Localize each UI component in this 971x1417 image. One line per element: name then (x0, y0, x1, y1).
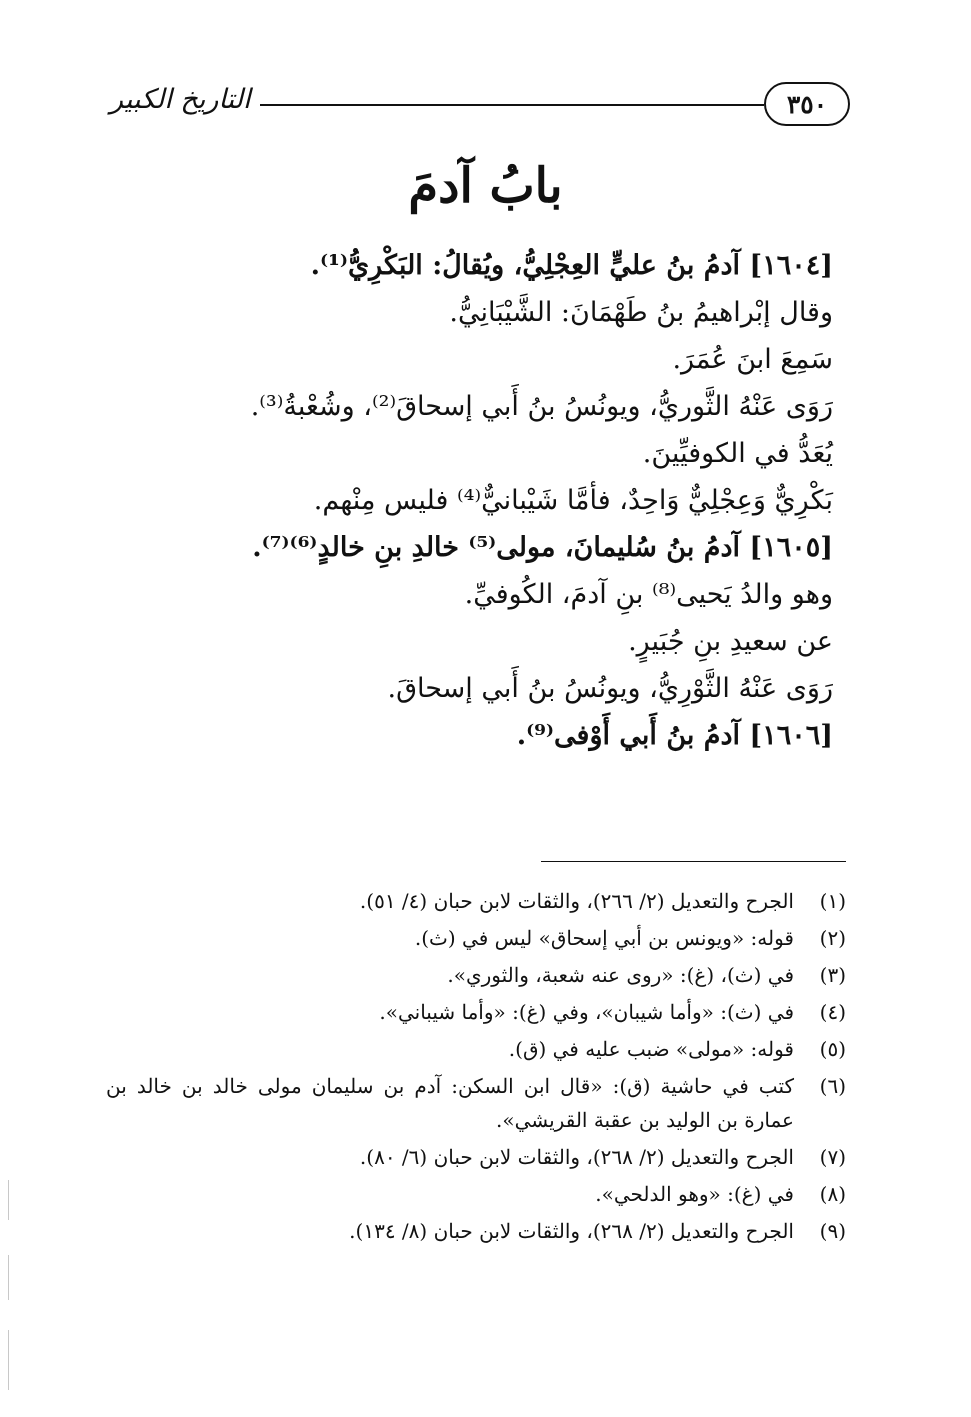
footnote (106, 958, 846, 992)
footnote-text: في (غ): «وهو الدلحي». (595, 1182, 794, 1206)
footnote-text: كتب في حاشية (ق): «قال ابن السكن: آدم بن سليمان مولى خالد بن خالد بن عمارة بن الوليد بن عقبة القريشي». (106, 1074, 794, 1132)
footnote-separator (541, 861, 846, 862)
entry-heading-line: [١٦٠٦] آدمُ بنُ أَبي أَوْفى⁽⁹⁾. (516, 720, 833, 751)
entry-heading-line: [١٦٠٤] آدمُ بنُ عليٍّ العِجْلِيُّ، ويُقالُ: البَكْرِيُّ⁽¹⁾. (310, 250, 833, 281)
footnote (106, 1140, 846, 1174)
page-header (110, 82, 850, 130)
footnote (106, 1032, 846, 1066)
text-line: وقال إبْراهيمُ بنُ طَهْمَانَ: الشَّيْبَانِيُّ. (449, 297, 833, 328)
footnote (106, 995, 846, 1029)
footnote-number: (٨) (819, 1182, 846, 1206)
footnote-number: (١) (819, 889, 846, 913)
text-line: بَكْرِيٌّ وَعِجْلِيٌّ وَاحِدٌ، فأمَّا شَيْبانيٌّ⁽⁴⁾ فليس مِنْهم. (313, 485, 833, 516)
footnote-number: (٦) (819, 1074, 846, 1098)
page-number: ٣٥٠ (764, 82, 850, 126)
scan-mark (8, 1330, 9, 1390)
text-line: سَمِعَ ابنَ عُمَرَ. (672, 344, 833, 375)
scan-mark (8, 1255, 9, 1300)
footnote (106, 1214, 846, 1248)
footnote-number: (٢) (819, 926, 846, 950)
scan-mark (8, 1180, 9, 1220)
chapter-title: بابُ آدمَ (408, 158, 563, 214)
footnote-text: الجرح والتعديل (٢/ ٢٦٨)، والثقات لابن حبان (٨/ ١٣٤). (349, 1219, 794, 1243)
footnote-number: (٧) (819, 1145, 846, 1169)
footnote-text: قوله: «ويونس بن أبي إسحاق» ليس في (ث). (414, 926, 794, 950)
header-rule (260, 104, 764, 106)
footnote-text: الجرح والتعديل (٢/ ٢٦٦)، والثقات لابن حبان (٤/ ٥١). (359, 889, 794, 913)
footnote (106, 884, 846, 918)
text-line: وهو والدُ يَحيى⁽⁸⁾ بنِ آدمَ، الكُوفيِّ. (464, 579, 833, 610)
entry-heading-line: [١٦٠٥] آدمُ بنُ سُليمانَ، مولى⁽⁵⁾ خالدِ بنِ خالدٍ⁽⁶⁾⁽⁷⁾. (252, 532, 833, 563)
footnote (106, 1069, 846, 1137)
footnote-text: في (ث): «وأما شيبان»، وفي (غ): «وأما شيباني». (379, 1000, 794, 1024)
footnotes (106, 884, 846, 1251)
footnote-text: قوله: «مولى» ضبب عليه في (ق). (508, 1037, 794, 1061)
footnote-number: (٩) (819, 1219, 846, 1243)
text-line: رَوَى عَنْهُ الثَّوريُّ، ويونُسُ بنُ أَبي إسحاقَ⁽²⁾، وشُعْبةُ⁽³⁾. (250, 391, 833, 422)
text-line: يُعَدُّ في الكوفيِّينَ. (642, 438, 833, 469)
footnote-number: (٥) (819, 1037, 846, 1061)
footnote-text: الجرح والتعديل (٢/ ٢٦٨)، والثقات لابن حبان (٦/ ٨٠). (359, 1145, 794, 1169)
footnote (106, 921, 846, 955)
footnote-number: (٤) (819, 1000, 846, 1024)
text-line: رَوَى عَنْهُ الثَّوْرِيُّ، ويونُسُ بنُ أَبي إسحاقَ. (387, 673, 833, 704)
footnote-text: في (ث)، (غ): «روى عنه شعبة، والثوري». (447, 963, 794, 987)
text-line: عن سعيدِ بنِ جُبَيرٍ. (628, 626, 833, 657)
footnote-number: (٣) (819, 963, 846, 987)
footnote (106, 1177, 846, 1211)
main-text (133, 242, 833, 759)
book-title: التاريخ الكبير (110, 84, 251, 115)
